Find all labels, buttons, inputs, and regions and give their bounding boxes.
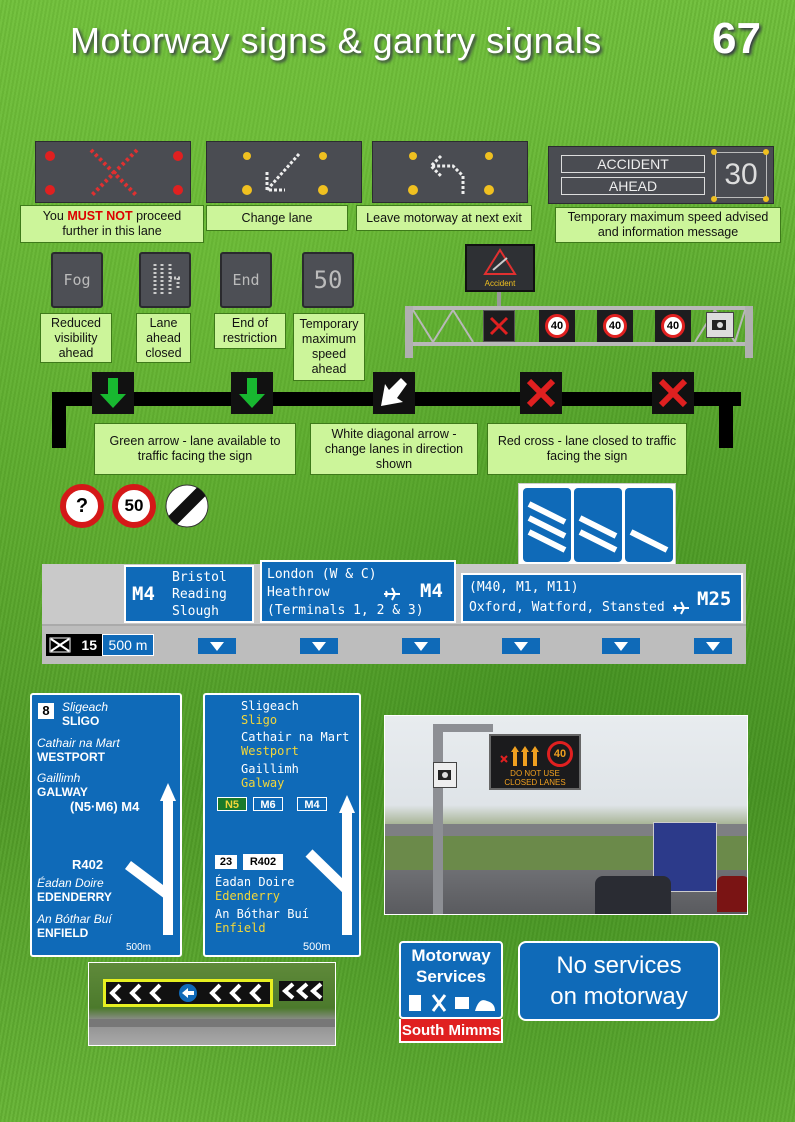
caption-green-arrow: Green arrow - lane available to traffic facing the sign bbox=[94, 423, 296, 475]
diagonal-arrow-icon bbox=[207, 142, 363, 204]
exit-arrow-icon bbox=[373, 142, 529, 204]
down-arrow-icon bbox=[502, 638, 540, 654]
destinations: Bristol Reading Slough bbox=[172, 570, 227, 619]
three-bars-icon bbox=[523, 488, 571, 562]
lane-arrow-sign bbox=[694, 638, 732, 654]
road-number: M4 bbox=[132, 583, 155, 605]
accident-label: Accident bbox=[484, 279, 516, 288]
page-number: 67 bbox=[712, 14, 761, 63]
speed-roundel: 40 bbox=[661, 314, 685, 338]
white-diagonal-arrow-signal bbox=[373, 372, 415, 414]
distance: 500m bbox=[126, 942, 152, 953]
message-line-1: ACCIDENT bbox=[561, 155, 705, 173]
destination-irish: Sligeach bbox=[62, 700, 109, 714]
airport-icon bbox=[671, 600, 691, 616]
amber-lamp-icon bbox=[711, 196, 717, 202]
speed-roundel: 40 bbox=[545, 314, 569, 338]
down-arrow-icon bbox=[694, 638, 732, 654]
lane-closed-sign bbox=[139, 252, 191, 308]
up-arrows-icon bbox=[497, 740, 543, 768]
red-cross-matrix-sign bbox=[35, 141, 191, 203]
countdown-marker-3 bbox=[523, 488, 571, 562]
gantry-red-cross bbox=[483, 310, 515, 342]
barrier bbox=[89, 1019, 336, 1027]
national-speed-limit-sign bbox=[165, 484, 209, 528]
gantry-speed-sign bbox=[655, 310, 691, 342]
countdown-marker-2 bbox=[574, 488, 622, 562]
speed-roundel: 40 bbox=[603, 314, 627, 338]
irish-direction-sign-2 bbox=[203, 693, 361, 957]
sign-pole bbox=[433, 724, 443, 915]
national-speed-limit-icon bbox=[165, 484, 209, 528]
lane-arrow-sign bbox=[502, 638, 540, 654]
countdown-marker-1 bbox=[625, 488, 673, 562]
speed-display: 30 bbox=[715, 152, 767, 198]
caption-end-of-restriction: End of restriction bbox=[214, 313, 286, 349]
camera-sign bbox=[706, 312, 734, 338]
route-m6: M6 bbox=[253, 797, 283, 811]
accident-warning-sign bbox=[465, 244, 535, 292]
down-arrow-icon bbox=[602, 638, 640, 654]
question-roundel: ? bbox=[60, 484, 104, 528]
gantry-truss-icon bbox=[405, 306, 753, 358]
road-number: M4 bbox=[420, 580, 443, 602]
motorway-photo bbox=[384, 715, 748, 915]
services-line-2: Services bbox=[416, 967, 486, 986]
exit-destination-english: Enfield bbox=[215, 921, 266, 935]
exit-destination-irish: An Bóthar Buí bbox=[37, 912, 112, 926]
green-arrow-signal bbox=[92, 372, 134, 414]
gantry-speed-sign bbox=[597, 310, 633, 342]
destination-english: WESTPORT bbox=[37, 750, 105, 764]
caption-leave-motorway: Leave motorway at next exit bbox=[356, 205, 532, 231]
exit-road-number: R402 bbox=[72, 857, 104, 872]
lane-signal-bar-left bbox=[52, 392, 66, 448]
down-arrow-icon bbox=[198, 638, 236, 654]
accident-icon bbox=[467, 246, 533, 290]
exit-destination-english: ENFIELD bbox=[37, 926, 89, 940]
airport-icon bbox=[382, 586, 402, 602]
caption-reduced-visibility: Reduced visibility ahead bbox=[40, 313, 112, 363]
services-name: South Mimms bbox=[399, 1019, 503, 1043]
direction-sign-london bbox=[260, 560, 456, 623]
green-down-arrow-icon bbox=[92, 372, 134, 414]
destination-irish: Gaillimh bbox=[37, 771, 81, 785]
red-car bbox=[717, 876, 748, 912]
caption-lane-ahead-closed: Lane ahead closed bbox=[136, 313, 191, 363]
exit-destination-english: Edenderry bbox=[215, 889, 281, 903]
red-cross-icon bbox=[652, 372, 694, 414]
junction-number: 15 bbox=[81, 637, 97, 653]
end-of-restriction-sign: End bbox=[220, 252, 272, 308]
down-arrow-icon bbox=[402, 638, 440, 654]
caption-temporary-speed-ahead: Temporary maximum speed ahead bbox=[293, 313, 365, 381]
gantry-speed-sign bbox=[539, 310, 575, 342]
lane-arrow-sign bbox=[300, 638, 338, 654]
direction-sign-m4-west bbox=[124, 565, 254, 623]
red-cross-icon bbox=[484, 311, 514, 341]
exit-destination-irish: Éadan Doire bbox=[215, 875, 295, 889]
junction-icon bbox=[49, 637, 71, 653]
gantry-hanger bbox=[497, 292, 501, 306]
irish-direction-sign-1 bbox=[30, 693, 182, 957]
destination-irish: Gaillimh bbox=[241, 762, 299, 776]
red-cross-signal bbox=[652, 372, 694, 414]
destination-irish: Cathair na Mart bbox=[37, 736, 120, 750]
distance-sign: 500 m bbox=[102, 634, 154, 656]
direction-sign-m25 bbox=[461, 573, 743, 623]
amber-lamp-icon bbox=[711, 149, 717, 155]
two-bars-icon bbox=[574, 488, 622, 562]
change-lane-matrix-sign bbox=[206, 141, 362, 203]
route-m4: M4 bbox=[297, 797, 327, 811]
page-title: Motorway signs & gantry signals bbox=[70, 20, 602, 61]
destination-english: Galway bbox=[241, 776, 285, 790]
sign-arm bbox=[437, 724, 493, 732]
lane-closed-icon bbox=[145, 260, 185, 300]
destination-english: GALWAY bbox=[37, 785, 88, 799]
junction-number-sign bbox=[46, 634, 102, 656]
destinations: Oxford, Watford, Stansted bbox=[469, 600, 665, 615]
caption-must-not-proceed: You MUST NOT proceed further in this lane bbox=[20, 205, 204, 243]
destination-english: SLIGO bbox=[62, 714, 100, 728]
white-diagonal-arrow-icon bbox=[373, 372, 415, 414]
red-cross-signal bbox=[520, 372, 562, 414]
leave-motorway-matrix-sign bbox=[372, 141, 528, 203]
caption-temporary-speed-advised: Temporary maximum speed advised and information message bbox=[555, 207, 781, 243]
exit-destination-english: EDENDERRY bbox=[37, 890, 112, 904]
chevron-icon bbox=[279, 981, 323, 1001]
no-services-sign bbox=[518, 941, 720, 1021]
speed-camera-icon bbox=[707, 313, 733, 337]
destinations: London (W & C) Heathrow (Terminals 1, 2 & 3) bbox=[267, 567, 424, 618]
photo-matrix-sign bbox=[489, 734, 581, 790]
speed-limit-roundel: 50 bbox=[112, 484, 156, 528]
speed-roundel: 40 bbox=[547, 741, 573, 767]
route-numbers: (N5·M6) M4 bbox=[70, 799, 140, 814]
green-arrow-signal bbox=[231, 372, 273, 414]
photo-sign-line-2: CLOSED LANES bbox=[504, 778, 566, 787]
lane-arrow-sign bbox=[198, 638, 236, 654]
lane-arrow-sign bbox=[402, 638, 440, 654]
one-bar-icon bbox=[625, 488, 673, 562]
chevron-sign-photo bbox=[88, 962, 336, 1046]
exit-road-number: R402 bbox=[243, 854, 283, 870]
exit-destination-irish: Éadan Doire bbox=[37, 876, 104, 890]
camera-sign bbox=[433, 762, 457, 788]
red-cross-icon bbox=[520, 372, 562, 414]
motorway-services-sign bbox=[399, 941, 503, 1019]
caption-white-diagonal-arrow: White diagonal arrow - change lanes in direction shown bbox=[310, 423, 478, 475]
amber-lamp-icon bbox=[763, 149, 769, 155]
no-services-line-1: No services bbox=[556, 952, 682, 979]
caption-red-cross: Red cross - lane closed to traffic facing the sign bbox=[487, 423, 687, 475]
chevron-sign bbox=[103, 979, 273, 1007]
green-down-arrow-icon bbox=[231, 372, 273, 414]
photo-sign-line-1: DO NOT USE bbox=[510, 769, 560, 778]
destination-irish: Cathair na Mart bbox=[241, 730, 350, 744]
destination-irish: Sligeach bbox=[241, 699, 299, 713]
overhead-gantry bbox=[405, 306, 753, 358]
fog-sign: Fog bbox=[51, 252, 103, 308]
chevron-sign-small bbox=[279, 981, 323, 1001]
down-arrow-icon bbox=[300, 638, 338, 654]
destination-english: Sligo bbox=[241, 713, 278, 727]
junction-number: 8 bbox=[38, 703, 54, 719]
speed-50-matrix-sign: 50 bbox=[302, 252, 354, 308]
road-number: M25 bbox=[697, 588, 732, 610]
red-cross-icon bbox=[36, 142, 192, 204]
lane-signal-bar-right bbox=[719, 392, 733, 448]
message-line-2: AHEAD bbox=[561, 177, 705, 195]
junction-number: 23 bbox=[215, 855, 237, 869]
services-line-1: Motorway bbox=[411, 946, 491, 965]
speed-camera-icon bbox=[434, 763, 456, 787]
services-icons bbox=[405, 991, 499, 1015]
lane-arrow-sign bbox=[602, 638, 640, 654]
destination-english: Westport bbox=[241, 744, 299, 758]
route-n5: N5 bbox=[217, 797, 247, 811]
accident-ahead-matrix-sign bbox=[548, 146, 774, 204]
distance: 500m bbox=[303, 941, 331, 953]
exit-destination-irish: An Bóthar Buí bbox=[215, 907, 309, 921]
amber-lamp-icon bbox=[763, 196, 769, 202]
caption-change-lane: Change lane bbox=[206, 205, 348, 231]
route-list: (M40, M1, M11) bbox=[469, 580, 579, 595]
no-services-line-2: on motorway bbox=[550, 983, 688, 1010]
car bbox=[595, 876, 671, 915]
chevron-icon bbox=[106, 982, 270, 1004]
countdown-markers bbox=[518, 483, 676, 565]
